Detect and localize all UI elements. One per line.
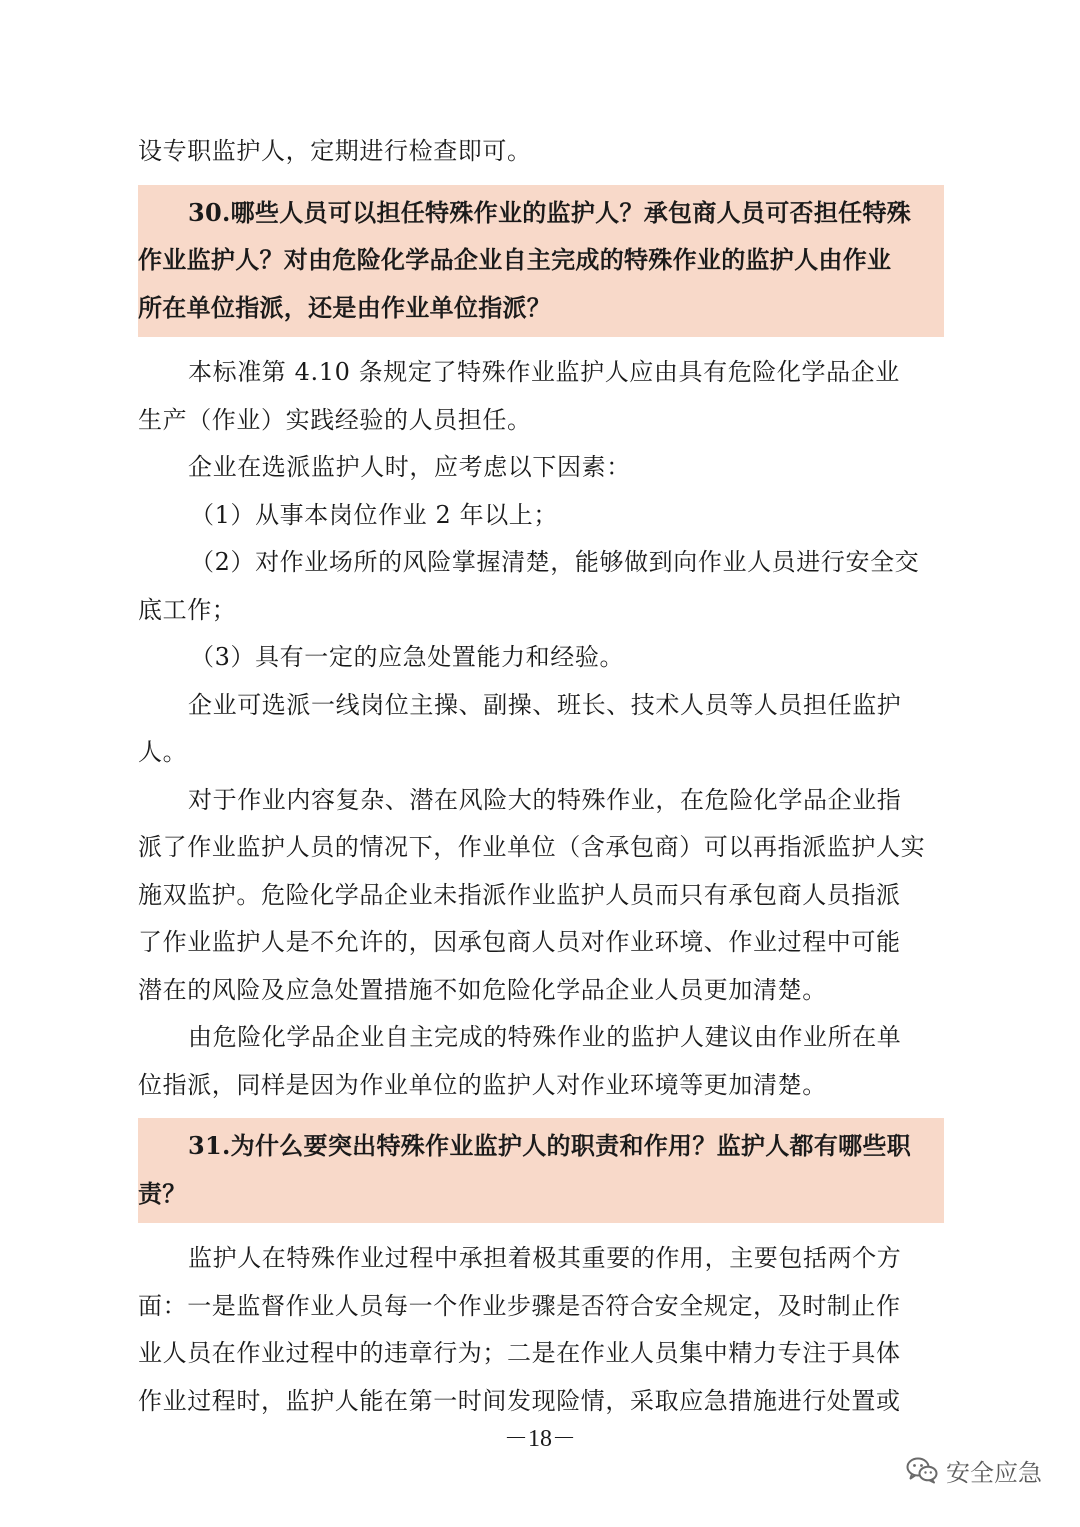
question-30-box — [138, 185, 944, 338]
paragraph-line: 生产（作业）实践经验的人员担任。 — [138, 405, 532, 434]
question-31-box — [138, 1118, 944, 1223]
paragraph-line: 设专职监护人，定期进行检查即可。 — [138, 137, 532, 165]
list-item: （2）对作业场所的风险掌握清楚，能够做到向作业人员进行安全交 — [190, 548, 920, 576]
watermark — [906, 1453, 1042, 1487]
paragraph-line: 本标准第 4.10 条规定了特殊作业监护人应由具有危险化学品企业 — [188, 358, 900, 386]
answer-31 — [138, 1235, 944, 1425]
watermark-text: 安全应急 — [946, 1458, 1042, 1487]
paragraph-line: 位指派，同样是因为作业单位的监护人对作业环境等更加清楚。 — [138, 1070, 827, 1099]
answer-30 — [138, 349, 944, 1109]
list-item-continuation: 底工作； — [138, 595, 237, 624]
paragraph-line: 企业在选派监护人时，应考虑以下因素： — [188, 453, 631, 481]
paragraph-line: 监护人在特殊作业过程中承担着极其重要的作用，主要包括两个方 — [188, 1244, 902, 1272]
paragraph-line: 施双监护。危险化学品企业未指派作业监护人员而只有承包商人员指派 — [138, 880, 901, 909]
paragraph-line: 作业过程时，监护人能在第一时间发现险情，采取应急措施进行处置或 — [138, 1386, 901, 1415]
paragraph-line: 业人员在作业过程中的违章行为；二是在作业人员集中精力专注于具体 — [138, 1339, 901, 1367]
question-30-line: 作业监护人？对由危险化学品企业自主完成的特殊作业的监护人由作业 — [138, 245, 892, 274]
question-31-line: 31.为什么要突出特殊作业监护人的职责和作用？监护人都有哪些职 — [188, 1131, 912, 1160]
paragraph-line: 面：一是监督作业人员每一个作业步骤是否符合安全规定，及时制止作 — [138, 1291, 901, 1320]
paragraph-line: 对于作业内容复杂、潜在风险大的特殊作业，在危险化学品企业指 — [188, 785, 902, 814]
document-page — [138, 128, 944, 1425]
question-30-line: 30.哪些人员可以担任特殊作业的监护人？承包商人员可否担任特殊 — [188, 197, 912, 227]
list-item: （1）从事本岗位作业 2 年以上； — [190, 500, 558, 529]
question-30-line: 所在单位指派，还是由作业单位指派？ — [138, 292, 552, 322]
paragraph-line: 企业可选派一线岗位主操、副操、班长、技术人员等人员担任监护 — [188, 690, 902, 719]
paragraph-line: 了作业监护人是不允许的，因承包商人员对作业环境、作业过程中可能 — [138, 928, 901, 956]
paragraph-line: 人。 — [138, 738, 188, 766]
list-item: （3）具有一定的应急处置能力和经验。 — [190, 643, 625, 671]
paragraph-line: 由危险化学品企业自主完成的特殊作业的监护人建议由作业所在单 — [188, 1023, 902, 1051]
paragraph-line: 潜在的风险及应急处置措施不如危险化学品企业人员更加清楚。 — [138, 975, 827, 1004]
question-31-line: 责？ — [138, 1178, 187, 1208]
wechat-icon — [906, 1456, 938, 1484]
paragraph-line: 派了作业监护人员的情况下，作业单位（含承包商）可以再指派监护人实 — [138, 833, 926, 861]
page-number: －18－ — [504, 1426, 576, 1452]
